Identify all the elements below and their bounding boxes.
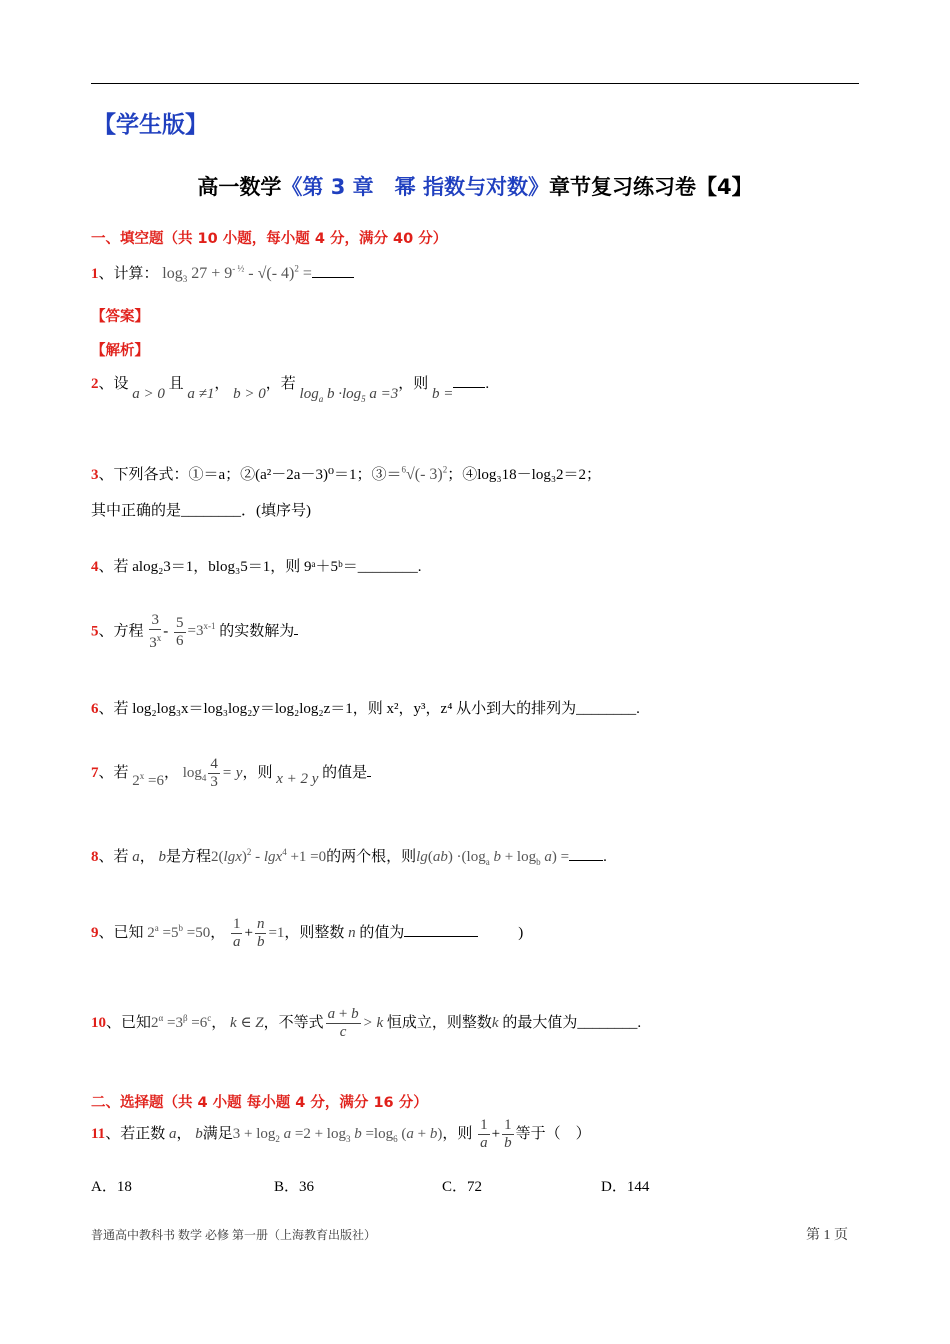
question-text-c: 的两个根，则: [326, 849, 417, 865]
question-number: 8: [91, 849, 99, 865]
formula-eq-1: =1: [268, 924, 285, 941]
question-number: 9: [91, 924, 99, 941]
question-text-a: 、已知: [106, 1014, 152, 1031]
title-prefix: 高一数学: [197, 175, 282, 199]
answer-blank[interactable]: [569, 860, 603, 861]
question-3-line2: 其中正确的是________．(填序号): [91, 503, 311, 519]
question-text-d: 等于（ ）: [515, 1125, 591, 1142]
section-2-title: 二、选择题（共 4 小题 每小题 4 分，满分 16 分）: [91, 1095, 428, 1111]
choice-d[interactable]: D．144: [601, 1179, 650, 1195]
question-text-b: 的实数解为: [219, 623, 295, 640]
header-rule: [91, 83, 859, 84]
fraction-n-over-b: $\frac{n}{b}$: [256, 916, 265, 950]
var-a: a: [168, 1125, 177, 1142]
question-text-a: 、设: [98, 376, 129, 392]
var-n: n: [348, 924, 356, 941]
question-11: 11、若正数 a， b满足$3 + \log_2 a =2 + \log_3 b =\log_6$ (a + b)，则 $\frac{1}{a}$ + $\frac{1}{b}$ 等于（ ）: [91, 1117, 591, 1151]
question-9: 9、已知 $2^a =5^b =50$， $\frac{1}{a}$ + $\frac{n}{b}$ =1，则整数 n 的值为 ): [91, 916, 524, 950]
question-text: 、计算：: [98, 266, 159, 282]
fraction-5-over-6: $\frac{5}{6}$: [176, 614, 184, 649]
question-text-a: 、若: [98, 764, 129, 781]
question-text-a: 、方程: [98, 623, 144, 640]
formula-x-plus-2y: x + 2 y: [276, 770, 319, 787]
fraction-1-over-a: $\frac{1}{a}$: [232, 916, 241, 950]
answer-blank[interactable]: [312, 277, 354, 278]
fraction-1-over-b: $\frac{1}{b}$: [504, 1117, 512, 1151]
formula-sixth-root: $^6$√(- 3)$^2$: [401, 464, 448, 483]
analysis-label: 【解析】: [91, 343, 149, 359]
question-text-b: ，则: [242, 764, 273, 781]
answer-blank[interactable]: [294, 634, 298, 635]
version-label: 【学生版】: [93, 112, 208, 138]
question-number: 7: [91, 764, 99, 781]
formula-log4: $\log_4$: [182, 764, 207, 783]
formula-rhs: $=3^{x-1}$: [187, 621, 216, 640]
title-highlight: 《第 3 章 幂 指数与对数》: [281, 175, 549, 199]
question-6: [91, 697, 640, 718]
question-4: [91, 555, 421, 576]
question-5: 5、方程 $\frac{3}{3^x}$ - $\frac{5}{6}$ $=3^{x-1}$ 的实数解为: [91, 612, 298, 652]
footer-page-number: 第 1 页: [806, 1228, 848, 1243]
question-2: 2、设 a > 0 且 a ≠1， b > 0，若 $\log_a b \cdot\log_5$ a =3，则 b =.: [91, 376, 490, 404]
question-7: 7、若 $2^x =6$， $\log_4$ $\frac{4}{3}$ = y，则 x + 2 y 的值是: [91, 756, 371, 791]
question-text-a: 、已知: [98, 924, 144, 941]
choice-b[interactable]: B．36: [274, 1179, 315, 1195]
question-number: 10: [91, 1014, 106, 1031]
question-text-a: 、若正数: [105, 1125, 166, 1142]
fraction-3-over-3x: $\frac{3}{3^x}$: [149, 612, 162, 651]
formula-log-product: $\log_a b \cdot\log_5$ a =3: [299, 386, 399, 404]
fraction-1-over-a: $\frac{1}{a}$: [480, 1117, 488, 1151]
question-text-b: 满足: [202, 1125, 233, 1142]
formula-1: $\log_3 27 + 9^{- \frac{1}{2}}$ - √(- 4)$^2$ =: [162, 263, 312, 285]
question-text-b: 是方程: [166, 849, 212, 865]
answer-label: 【答案】: [91, 309, 149, 325]
var-b: b: [158, 849, 167, 865]
question-1: [91, 262, 354, 284]
answer-blank[interactable]: [404, 936, 478, 937]
question-text-d: ，则: [398, 376, 429, 392]
formula-powers: $2^\alpha =3^\beta =6^c$: [151, 1012, 212, 1031]
var-k: k: [491, 1014, 499, 1031]
formula-2x-eq-6: $2^x =6$: [132, 770, 164, 789]
question-tail: ): [518, 924, 524, 941]
question-number: 5: [91, 623, 99, 640]
formula-gt-k: > k: [362, 1014, 384, 1031]
question-text: 、若 alog₂3＝1，blog₃5＝1，则 9ᵃ＋5ᵇ＝________.: [98, 559, 422, 575]
question-text-b: 且: [168, 376, 184, 392]
formula-condition: $3 + \log_2 a =2 + \log_3 b =\log_6$ (a + b): [232, 1125, 443, 1144]
question-number: 6: [91, 701, 99, 717]
answer-blank[interactable]: [453, 387, 485, 388]
question-text-c: 的值是: [322, 764, 368, 781]
question-3: [91, 463, 601, 484]
question-text-c: ，则: [442, 1125, 473, 1142]
question-text-a: 、若: [98, 849, 129, 865]
question-number: 2: [91, 376, 99, 392]
section-1-title: 一、填空题（共 10 小题，每小题 4 分，满分 40 分）: [91, 231, 448, 247]
question-text-line1: 、下列各式：①＝a；②(a²－2a－3)⁰＝1；③＝: [98, 467, 402, 483]
choice-c[interactable]: C．72: [442, 1179, 483, 1195]
var-a: a: [132, 849, 140, 865]
question-text-c: ，若: [265, 376, 296, 392]
question-text-c: 恒成立，则整数: [386, 1014, 492, 1031]
formula-k-in-z: k ∈ Z: [230, 1014, 264, 1031]
formula-a-gt-0: a > 0: [132, 386, 165, 402]
question-8: 8、若 a， b是方程$2(\lg x)^2 - \lg x^4 +1 =0$的两个根，则$\lg(ab) \cdot(\log_a$ $b + \log_b a$) = .: [91, 847, 607, 867]
choice-a[interactable]: A．18: [91, 1179, 132, 1195]
page-title: [0, 171, 950, 201]
question-10: 10、已知$2^\alpha =3^\beta =6^c$， k ∈ Z，不等式 $\frac{a + b}{c}$ > k 恒成立，则整数k 的最大值为________.: [91, 1006, 642, 1040]
answer-blank[interactable]: [367, 776, 371, 777]
formula-expression: $\lg(ab) \cdot(\log_a$ $b + \log_b a$) =: [416, 849, 570, 867]
fraction-4-over-3: $\frac{4}{3}$: [210, 756, 218, 790]
question-text: 、若 log₂log₃x＝log₃log₂y＝log₂log₂z＝1，则 x²，y³，z⁴ 从小到大的排列为________.: [98, 701, 640, 717]
question-number: 11: [91, 1125, 106, 1142]
formula-2a-5b-50: $2^a =5^b =50$: [147, 922, 211, 941]
formula-equation: $2(\lg x)^2 - \lg x^4 +1 =0$: [211, 847, 327, 865]
footer-left: 普通高中教科书 数学 必修 第一册（上海教育出版社）: [91, 1228, 377, 1242]
question-number: 4: [91, 559, 99, 575]
var-b: b: [195, 1125, 203, 1142]
question-text-b: ，则整数: [284, 924, 345, 941]
formula-eq-y: = y: [221, 764, 243, 781]
formula-b-gt-0: b > 0: [233, 386, 266, 402]
fraction-a-plus-b-over-c: $\frac{a + b}{c}$: [327, 1006, 359, 1040]
question-text-c: 的值为: [359, 924, 405, 941]
question-number: 1: [91, 266, 99, 282]
question-number: 3: [91, 467, 99, 483]
title-suffix: 章节复习练习卷【4】: [548, 175, 753, 199]
question-text-d: 的最大值为________.: [502, 1014, 642, 1031]
formula-a-ne-1: a ≠1: [187, 386, 215, 402]
formula-b-eq: b =: [432, 386, 454, 402]
question-text-b: ，不等式: [263, 1014, 324, 1031]
question-text-line1b: ；④log₃18－log₃2＝2；: [447, 467, 602, 483]
